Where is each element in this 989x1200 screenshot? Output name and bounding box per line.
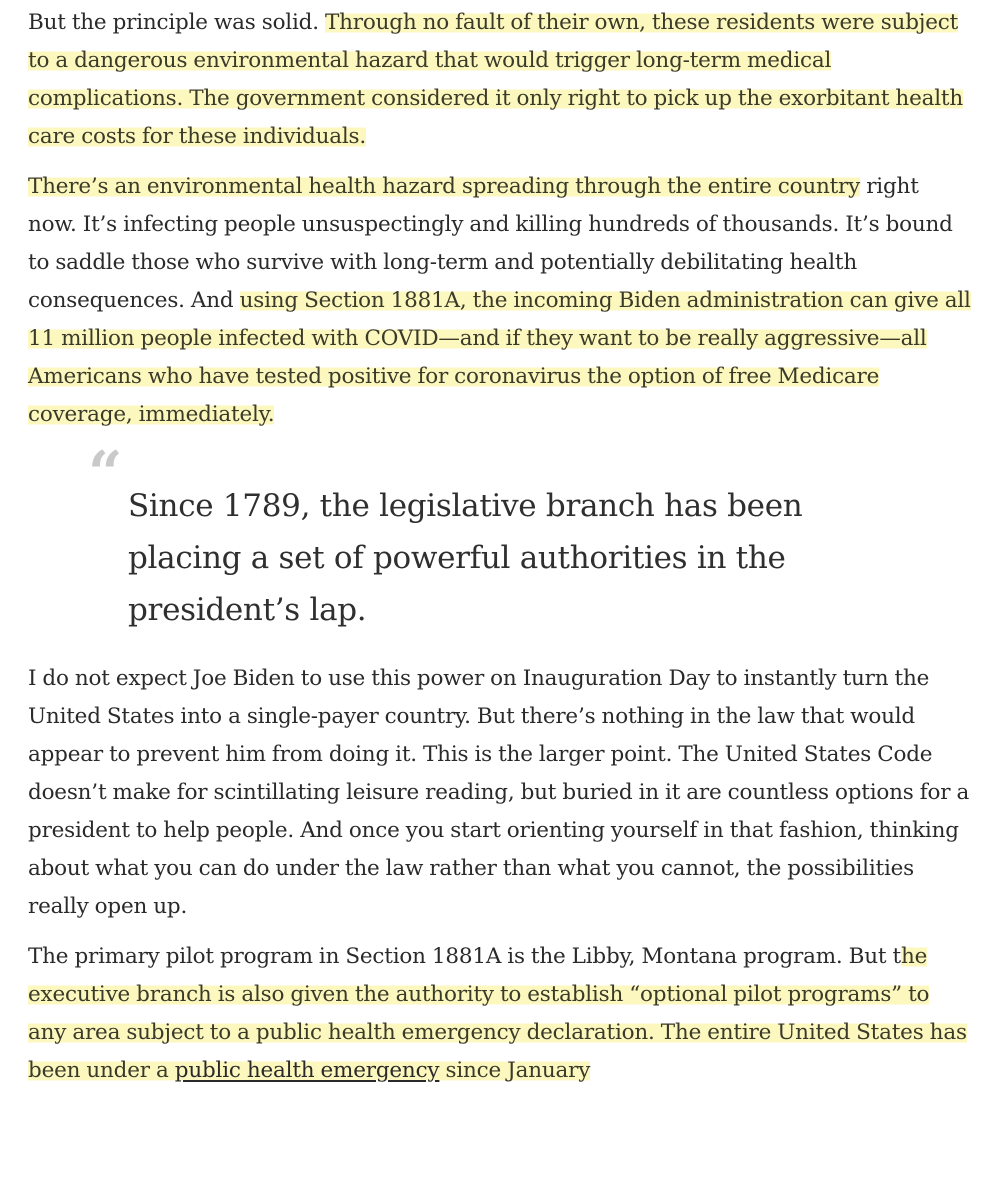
highlighted-passage-text: he executive branch is also given the authority to establish “optional pilot programs” to any area subject to a public health emergency declaration. The entire United States has been under a [28,944,967,1083]
paragraph-pilot-tail: since January [439,1058,591,1083]
highlighted-passage[interactable]: There’s an environmental health hazard spreading through the entire country [28,174,861,199]
paragraph-pilot-program [28,938,973,1090]
paragraph-expectation: I do not expect Joe Biden to use this power on Inauguration Day to instantly turn the United States into a single-payer country. But there’s nothing in the law that would appear to prevent him from doing it. This is the larger point. The United States Code doesn’t make for scintillating leisure reading, but buried in it are countless options for a president to help people. And once you start orienting yourself in that fashion, thinking about what you can do under the law rather than what you cannot, the possibilities really open up. [28,666,970,919]
pull-quote-text: Since 1789, the legislative branch has been placing a set of powerful authorities in the president’s lap. [128,488,803,628]
paragraph-pilot-lead: The primary pilot program in Section 1881A is the Libby, Montana program. But t [28,944,901,969]
paragraph-hazard [28,168,973,434]
paragraph-principle [28,4,973,156]
highlighted-passage[interactable]: Through no fault of their own, these residents were subject to a dangerous environmental hazard that would trigger long-term medical complications. The government considered it only right to pick up the exorbitant health care costs for these individuals. [28,10,963,149]
highlighted-passage[interactable]: using Section 1881A, the incoming Biden administration can give all 11 million people infected with COVID—and if they want to be really aggressive—all Americans who have tested positive for coronavirus the option of free Medicare coverage, immediately. [28,288,971,427]
paragraph-hazard-text: right now. It’s infecting people unsuspectingly and killing hundreds of thousands. It’s bound to saddle those who survive with long-term and potentially debilitating health consequences. And [28,174,953,313]
public-health-emergency-link[interactable]: public health emergency [174,1058,440,1083]
quote-mark-icon: “ [88,439,123,509]
article-body [28,4,973,1102]
pull-quote [28,439,973,636]
paragraph-principle-lead: But the principle was solid. [28,10,325,35]
